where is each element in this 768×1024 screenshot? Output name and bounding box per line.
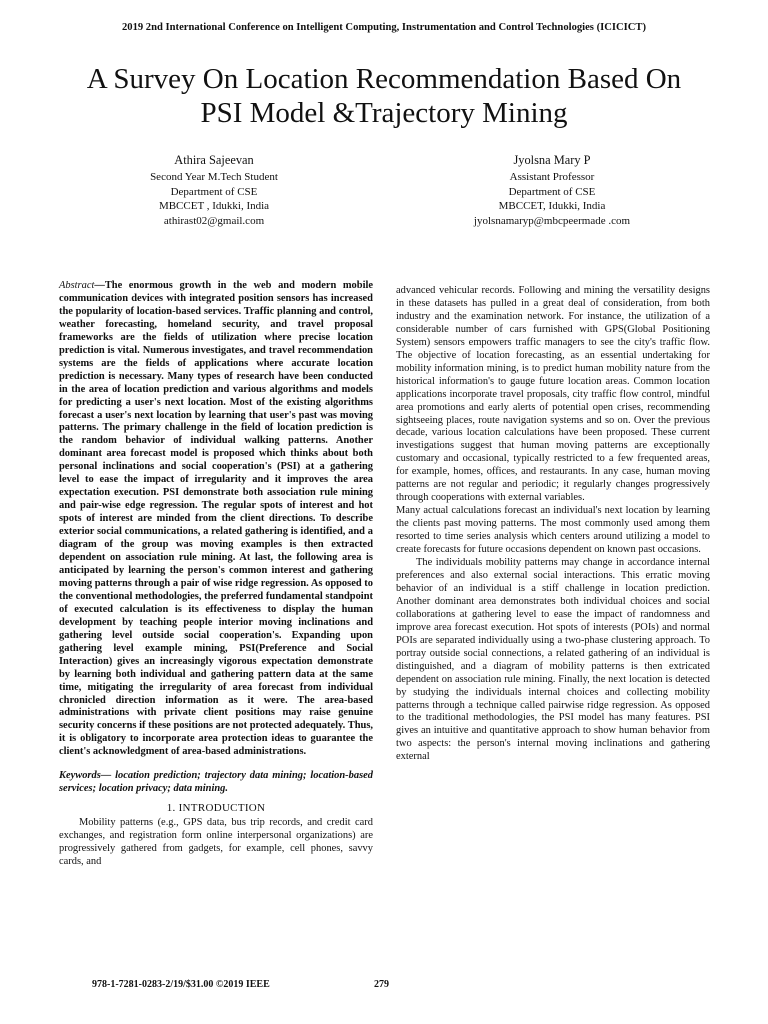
keywords-text: location prediction; trajectory data mining; location-based services; location privacy; data mining. [59, 770, 373, 795]
left-column [59, 280, 373, 869]
right-column [396, 285, 710, 764]
title-line-2: PSI Model &Trajectory Mining [200, 97, 568, 129]
conference-header: 2019 2nd International Conference on Intelligent Computing, Instrumentation and Control Technologies (ICICICT) [121, 22, 647, 33]
author-institution: MBCCET , Idukki, India [158, 200, 270, 213]
author-department: Department of CSE [170, 185, 258, 198]
abstract-dash: — [94, 280, 105, 291]
author-email: jyolsnamaryp@mbcpeermade .com [473, 214, 631, 227]
keywords [59, 770, 373, 796]
author-name: Athira Sajeevan [174, 153, 254, 167]
abstract-text: The enormous growth in the web and modern mobile communication devices with integrated position sensors has increased the popularity of location-based services. Traffic planning and control, weather forecasting, homeland security, and travel proposal frameworks are the fields of utilization where precise location prediction is vital. Numerous investigates, and travel recommendation systems are the fields of applications where accurate location prediction is necessary. Many types of research have been conducted in the area of location prediction and various algorithms and models for predicting a user's next location. Most of the existing algorithms forecast a user's next location by learning that user's past was moving patterns. The primary challenge in the field of location prediction is the random behavior of individual walking patterns. Another dominant area forecast model is proposed which thinks about both personal inclinations and social cooperation's (PSI) at a gathering level to ease the impact of irregularity and it improves the area expectation execution. PSI demonstrate both association rule mining and pair-wise edge regression. The regular spots of interest and hot spots of interest are minded from the client directions. To describe exterior social communications, a related gathering is identified, and a diagram of the group was moving examples is then extracted dependent on association rule mining. At last, the following area is anticipated by learning the person's common interest and gathering moving patterns through a pair of wise ridge regression. As opposed to the conventional methodologies, the preferred fundamental standpoint of executed calculation is its effectiveness to display the human development by teaching people interior moving inclinations and gathering level outside social cooperation's. Expanding upon gathering level example mining, PSI(Preference and Social Interaction) gives an increasingly vigorous expectation demonstrate by learning both individual and gathering pattern data at the same time, mitigating the irregularity of area forecast from individual chronicled direction information as it were. The area-based administrations with private client positions may raise genuine security concerns if these positions are not protected adequately. Thus, it is obligatory to incorporate area protection ideas to guarantee the client's acknowledgment of area-based administrations. [59, 280, 373, 758]
title-line-1: A Survey On Location Recommendation Based On [86, 63, 682, 95]
author-block-2 [402, 153, 702, 228]
abstract [59, 280, 373, 759]
author-email: athirast02@gmail.com [163, 214, 265, 227]
author-name: Jyolsna Mary P [513, 153, 591, 167]
intro-paragraph-3: The individuals mobility patterns may change in accordance internal preferences and also external social interactions. This erratic moving behavior of an individual is a stiff challenge in location prediction. Another dominant area demonstrates both individual choices and social collaborations at gathering level to ease the impact of randomness and improve area forecast execution. Hot spots of interests (POIs) and normal POIs are separated individually using a two-phase clustering approach. To portray outside social connections, a related gathering of an individual is distinguished, and a diagram of mobility patterns is then extricated dependent on association rule mining. Finally, the next location is detected by studying the individuals internal choices and collecting mobility patterns through a technique called pairwise ridge regression. As opposed to the traditional methodologies, the PSI model has many features. PSI gives an intuitive and quantitative approach to show human behavior from two aspects: the person's internal moving inclinations and gathering external [396, 557, 710, 763]
section-heading-introduction: 1. INTRODUCTION [166, 802, 266, 815]
author-department: Department of CSE [508, 185, 596, 198]
keywords-label: Keywords— [59, 770, 112, 782]
intro-paragraph-1-start: Mobility patterns (e.g., GPS data, bus trip records, and credit card exchanges, and registration form online interpersonal organizations) are progressively gathered from gadgets, for example, cell phones, savvy cards, and [59, 817, 373, 867]
footer-page-number: 279 [374, 979, 389, 990]
author-institution: MBCCET, Idukki, India [498, 200, 606, 213]
intro-paragraph-1-continued: advanced vehicular records. Following and mining the versatility designs in these datasets has pulled in a great deal of consideration, from both industry and the examination network. For instance, the utilization of a considerable number of cars furnished with GPS(Global Positioning System) sensors empowers traffic managers to see the city's traffic flow. The objective of location forecasting, as an essential undertaking for mobility information mining, is to predict human mobility nature from the historical information's to gauge future location areas. Common location applications incorporate travel proposals, city traffic flow control, mindful area promotions and early alerts of potential open crises, recommending sightseeing places, route navigation systems and so on. Over the previous decade, various location calculations have been proposed. These current investigations suggest that human moving patterns are exceptionally customary and occasional, typically restricted to a few frequented areas, for example, homes, offices, and restaurants. In any case, human moving patterns are not regular and periodic; it regularly changes progressively through cooperations with external variables. [396, 285, 710, 504]
author-role: Assistant Professor [509, 171, 595, 184]
author-block-1 [64, 153, 364, 228]
footer-isbn: 978-1-7281-0283-2/19/$31.00 ©2019 IEEE [92, 979, 270, 990]
intro-paragraph-2: Many actual calculations forecast an individual's next location by learning the clients past moving patterns. The most commonly used among them resorted to time series analysis which centers around utilizing a model to create forecasts for future occasions dependent on known past occasions. [396, 505, 710, 556]
paper-title [0, 62, 768, 130]
abstract-label: Abstract [59, 280, 95, 291]
author-role: Second Year M.Tech Student [150, 171, 278, 184]
